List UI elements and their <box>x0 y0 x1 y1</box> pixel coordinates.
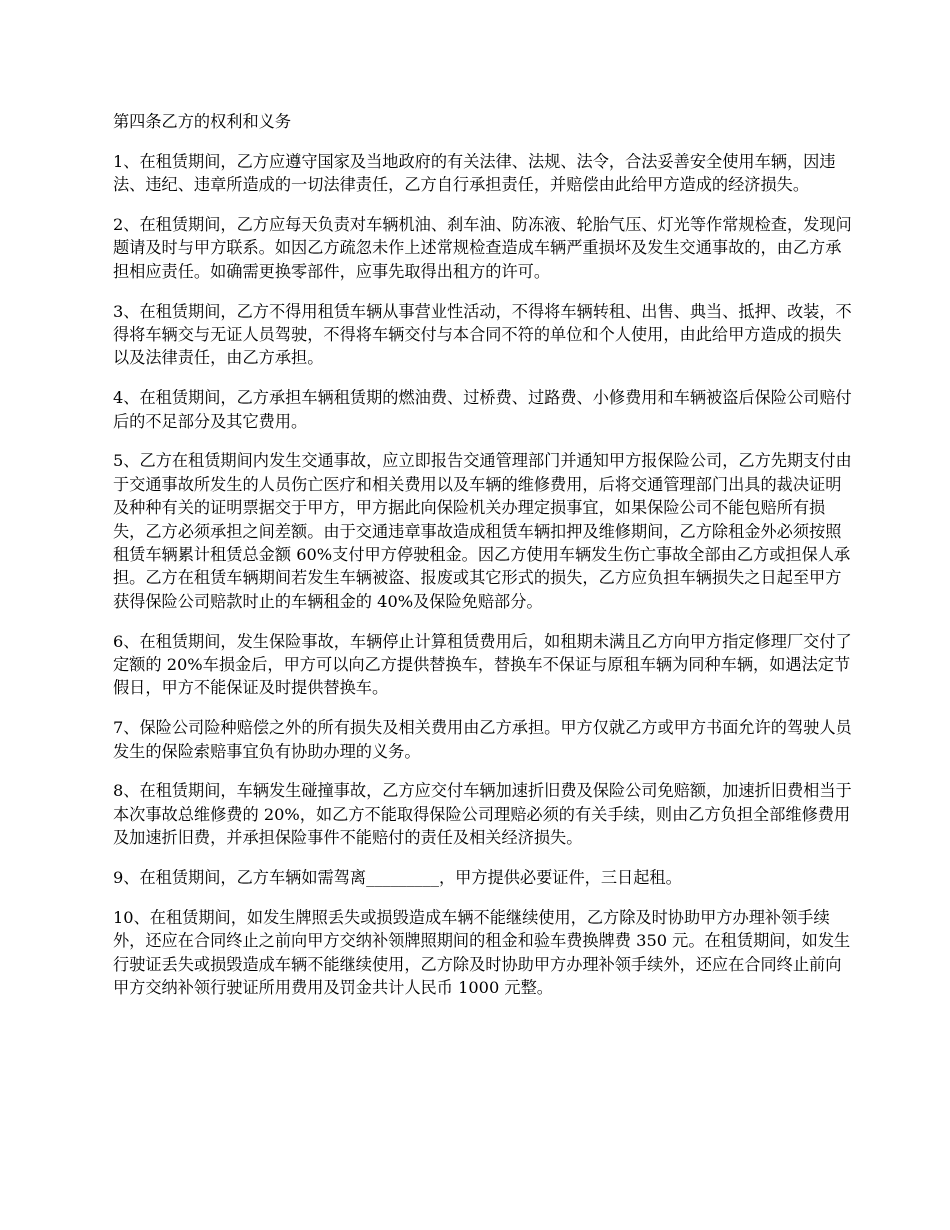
paragraph-4: 4、在租赁期间，乙方承担车辆租赁期的燃油费、过桥费、过路费、小修费用和车辆被盗后保险公司赔付后的不足部分及其它费用。 <box>113 388 852 431</box>
paragraph-8: 8、在租赁期间，车辆发生碰撞事故，乙方应交付车辆加速折旧费及保险公司免赔额，加速折旧费相当于本次事故总维修费的 20%，如乙方不能取得保险公司理赔必须的有关手续，则由乙方负担全部维修费用及加速折旧费，并承担保险事件不能赔付的责任及相关经济损失。 <box>113 781 852 848</box>
paragraph-7: 7、保险公司险种赔偿之外的所有损失及相关费用由乙方承担。甲方仅就乙方或甲方书面允许的驾驶人员发生的保险索赔事宜负有协助办理的义务。 <box>113 718 852 761</box>
paragraph-6: 6、在租赁期间，发生保险事故，车辆停止计算租赁费用后，如租期未满且乙方向甲方指定修理厂交付了定额的 20%车损金后，甲方可以向乙方提供替换车，替换车不保证与原租车辆为同种车辆，如遇法定节假日，甲方不能保证及时提供替换车。 <box>113 631 852 698</box>
paragraph-9: 9、在租赁期间，乙方车辆如需驾离_________，甲方提供必要证件，三日起租。 <box>113 868 682 888</box>
section-heading: 第四条乙方的权利和义务 <box>113 112 292 131</box>
paragraph-2: 2、在租赁期间，乙方应每天负责对车辆机油、刹车油、防冻液、轮胎气压、灯光等作常规检查，发现问题请及时与甲方联系。如因乙方疏忽未作上述常规检查造成车辆严重损坏及发生交通事故的，由乙方承担相应责任。如确需更换零部件，应事先取得出租方的许可。 <box>113 215 852 281</box>
paragraph-5: 5、乙方在租赁期间内发生交通事故，应立即报告交通管理部门并通知甲方报保险公司，乙方先期支付由于交通事故所发生的人员伤亡医疗和相关费用以及车辆的维修费用，后将交通管理部门出具的裁决证明及种种有关的证明票据交于甲方，甲方据此向保险机关办理定损事宜，如果保险公司不能包赔所有损失，乙方必须承担之间差额。由于交通违章事故造成租赁车辆扣押及维修期间，乙方除租金外必须按照租赁车辆累计租赁总金额 60%支付甲方停驶租金。因乙方使用车辆发生伤亡事故全部由乙方或担保人承担。乙方在租赁车辆期间若发生车辆被盗、报废或其它形式的损失，乙方应负担车辆损失之日起至甲方获得保险公司赔款时止的车辆租金的 40%及保险免赔部分。 <box>113 451 852 611</box>
paragraph-3: 3、在租赁期间，乙方不得用租赁车辆从事营业性活动，不得将车辆转租、出售、典当、抵押、改装，不得将车辆交与无证人员驾驶，不得将车辆交付与本合同不符的单位和个人使用，由此给甲方造成的损失以及法律责任，由乙方承担。 <box>113 301 852 368</box>
paragraph-10: 10、在租赁期间，如发生牌照丢失或损毁造成车辆不能继续使用，乙方除及时协助甲方办理补领手续外，还应在合同终止之前向甲方交纳补领牌照期间的租金和验车费换牌费 350 元。在租赁期间，如发生行驶证丢失或损毁造成车辆不能继续使用，乙方除及时协助甲方办理补领手续外，还应在合同终止前向甲方交纳补领行驶证所用费用及罚金共计人民币 1000 元整。 <box>113 907 851 998</box>
paragraph-1: 1、在租赁期间，乙方应遵守国家及当地政府的有关法律、法规、法令，合法妥善安全使用车辆，因违法、违纪、违章所造成的一切法律责任，乙方自行承担责任，并赔偿由此给甲方造成的经济损失。 <box>113 151 836 195</box>
document-page <box>113 110 853 1016</box>
